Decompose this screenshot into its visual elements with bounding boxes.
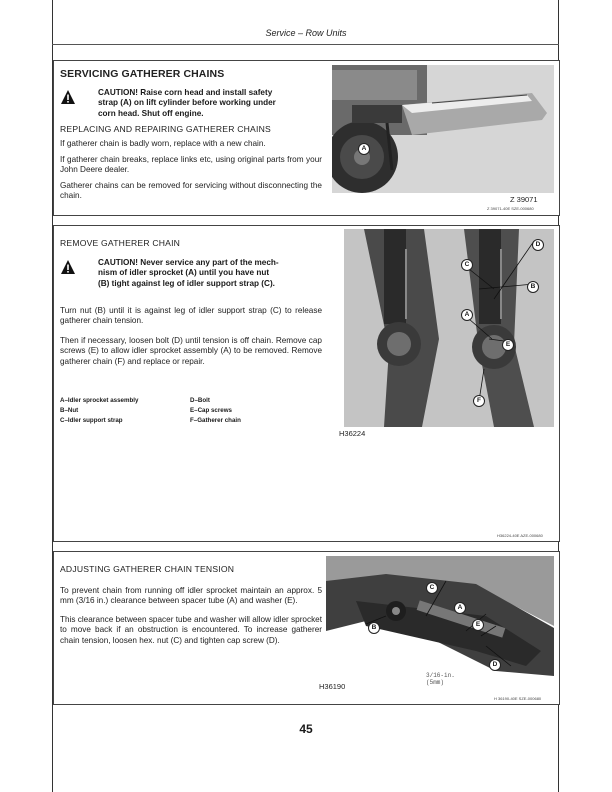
- callout-c: C: [461, 259, 473, 271]
- paragraph: Then if necessary, loosen bolt (D) until tension is off chain. Remove cap screws (E) to allow idler sprocket assembly (A) to be removed. Remove gatherer chain (F) and replace or repair.: [60, 335, 322, 366]
- clearance-label: 3/16-in. (5mm): [426, 672, 455, 686]
- section-title: REMOVE GATHERER CHAIN: [60, 238, 181, 248]
- figure-code: H 36190-40E SZE-000680: [494, 696, 542, 701]
- warning-triangle-icon: [60, 259, 76, 275]
- callout-d: D: [489, 659, 501, 671]
- callout-f: F: [473, 395, 485, 407]
- callout-e: E: [472, 619, 484, 631]
- header-rule: [52, 44, 559, 45]
- callout-b: B: [527, 281, 539, 293]
- section-servicing-gatherer-chains: [53, 60, 560, 216]
- callout-a: A: [454, 602, 466, 614]
- figure-id: H36190: [319, 682, 346, 691]
- paragraph: If gatherer chain is badly worn, replace with a new chain.: [60, 139, 266, 149]
- callout-b: B: [368, 622, 380, 634]
- paragraph: Gatherer chains can be removed for servicing without disconnecting the chain.: [60, 180, 322, 201]
- caution-text: CAUTION! Never service any part of the mech- nism of idler sprocket (A) until you have nut (B) tight against leg of idler support strap (C).: [98, 258, 279, 288]
- corn-head-photo: [332, 65, 554, 193]
- section-remove-gatherer-chain: [53, 225, 560, 542]
- figure-code: H36224-40E AZE-000680: [497, 533, 543, 538]
- section-title: ADJUSTING GATHERER CHAIN TENSION: [60, 564, 235, 574]
- section-adjusting-chain-tension: [53, 551, 560, 705]
- callout-a: A: [461, 309, 473, 321]
- section-body: [60, 586, 322, 651]
- section-title: SERVICING GATHERER CHAINS: [60, 68, 225, 80]
- legend-right: D–Bolt E–Cap screws F–Gatherer chain: [190, 397, 241, 424]
- paragraph: Turn nut (B) until it is against leg of idler support strap (C) to release gatherer chain tension.: [60, 306, 322, 326]
- page-header: Service – Row Units: [265, 28, 347, 38]
- caution-text: CAUTION! Raise corn head and install safety strap (A) on lift cylinder before working under corn head. Shut off engine.: [98, 88, 276, 118]
- section-body: [60, 124, 322, 206]
- callout-e: E: [502, 339, 514, 351]
- paragraph: This clearance between spacer tube and washer will allow idler sprocket to move back if an obstruction is encountered. To increase gatherer chain tension, loosen hex. nut (C) and tighten cap screw (D).: [60, 614, 322, 645]
- chain-tension-photo: [326, 556, 554, 692]
- figure-code: Z 39071-40E SZE-000680: [487, 206, 534, 211]
- subheading: REPLACING AND REPAIRING GATHERER CHAINS: [60, 124, 271, 134]
- warning-triangle-icon: [60, 89, 76, 105]
- callout-c: C: [426, 582, 438, 594]
- legend-left: A–Idler sprocket assembly B–Nut C–Idler support strap: [60, 397, 139, 424]
- figure-id: Z 39071: [510, 195, 538, 204]
- idler-sprocket-photo: [344, 229, 554, 427]
- paragraph: If gatherer chain breaks, replace links etc, using original parts from your John Deere dealer.: [60, 154, 322, 175]
- section-body: [60, 306, 322, 372]
- callout-a: A: [358, 143, 370, 155]
- paragraph: To prevent chain from running off idler sprocket maintain an approx. 5 mm (3/16 in.) clearance between spacer tube (A) and washer (E).: [60, 586, 322, 606]
- figure-id: H36224: [339, 429, 366, 438]
- callout-d: D: [532, 239, 544, 251]
- page-number: 45: [299, 722, 313, 736]
